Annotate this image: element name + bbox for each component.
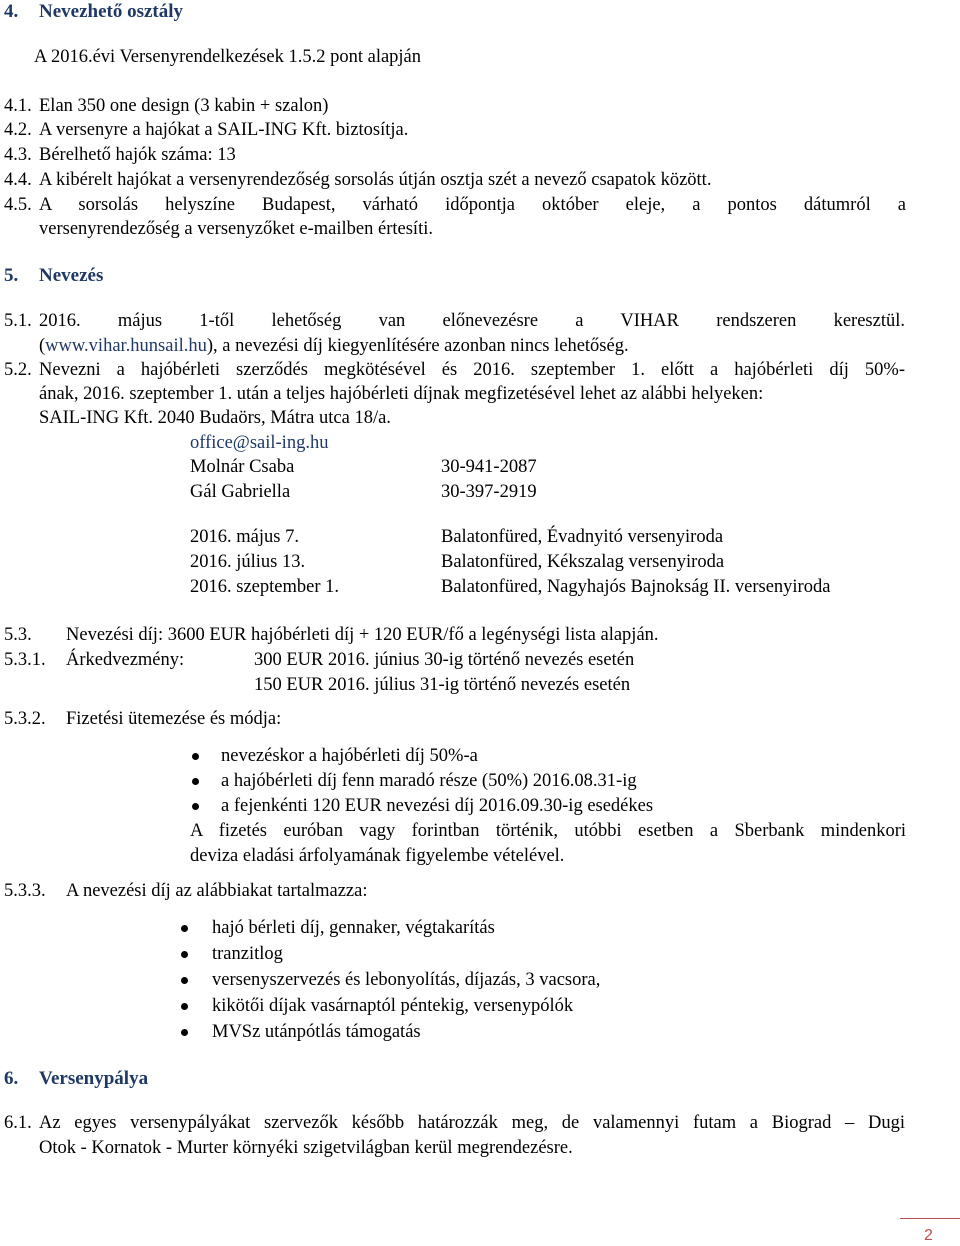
bullet-icon (181, 925, 188, 932)
item-6-1-line1: Az egyes versenypályákat szervezők később határozzák meg, de valamennyi futam a Biograd – Dugi (39, 1113, 905, 1133)
section-5-title: Nevezés (39, 265, 104, 286)
item-5-3-number: 5.3. (4, 625, 32, 645)
paren-open: ( (39, 336, 46, 356)
item-6-1-line2: Otok - Kornatok - Murter környéki szigetvilágban kerül megrendezésre. (39, 1138, 573, 1158)
bullet-icon (192, 753, 199, 760)
payment-bullet-2: a hajóbérleti díj fenn maradó része (50%) 2016.08.31-ig (221, 771, 637, 791)
page-number: 2 (924, 1227, 933, 1244)
item-4-4-text: A kibérelt hajókat a versenyrendezőség sorsolás útján osztja szét a nevező csapatok között. (39, 170, 712, 190)
item-5-3-3-label: A nevezési díj az alábbiakat tartalmazza: (66, 881, 368, 901)
item-4-1-text: Elan 350 one design (3 kabin + szalon) (39, 96, 329, 116)
item-4-2-text: A versenyre a hajókat a SAIL-ING Kft. biztosítja. (39, 120, 409, 140)
item-6-1-number: 6.1. (4, 1113, 32, 1133)
payment-bullet-3: a fejenkénti 120 EUR nevezési díj 2016.09.30-ig esedékes (221, 796, 654, 816)
section-4-title: Nevezhető osztály (39, 1, 184, 22)
section-6-number: 6. (4, 1068, 19, 1089)
payment-note-line2: deviza eladási árfolyamának figyelembe vételével. (190, 846, 565, 866)
bullet-icon (181, 1029, 188, 1036)
office-date-1: 2016. május 7. (190, 527, 299, 547)
office-place-2: Balatonfüred, Kékszalag versenyiroda (441, 552, 725, 572)
section-4-number: 4. (4, 1, 19, 22)
item-4-5-number: 4.5. (4, 195, 32, 215)
office-place-1: Balatonfüred, Évadnyitó versenyiroda (441, 527, 724, 547)
bullet-icon (192, 778, 199, 785)
contact-phone-2: 30-397-2919 (441, 482, 537, 502)
item-4-3-text: Bérelhető hajók száma: 13 (39, 145, 236, 165)
payment-note-line1: A fizetés euróban vagy forintban történik, utóbbi esetben a Sberbank mindenkori (190, 821, 906, 841)
contact-name-2: Gál Gabriella (190, 482, 291, 502)
item-4-4-number: 4.4. (4, 170, 32, 190)
office-date-2: 2016. július 13. (190, 552, 306, 572)
footer-rule (900, 1218, 960, 1219)
item-5-2-line3: SAIL-ING Kft. 2040 Budaörs, Mátra utca 18/a. (39, 408, 391, 428)
item-5-2-number: 5.2. (4, 360, 32, 380)
office-place-3: Balatonfüred, Nagyhajós Bajnokság II. versenyiroda (441, 577, 831, 597)
included-bullet-3: versenyszervezés és lebonyolítás, díjazás, 3 vacsora, (212, 970, 601, 990)
section-4-intro: A 2016.évi Versenyrendelkezések 1.5.2 pont alapján (34, 47, 422, 67)
item-4-5-line1: A sorsolás helyszíne Budapest, várható időpontja október eleje, a pontos dátumról a (39, 195, 906, 215)
item-4-1-number: 4.1. (4, 96, 32, 116)
item-5-1-number: 5.1. (4, 311, 32, 331)
bullet-icon (192, 803, 199, 810)
section-6-title: Versenypálya (39, 1068, 149, 1089)
included-bullet-1: hajó bérleti díj, gennaker, végtakarítás (212, 918, 495, 938)
item-5-1-line1: 2016. május 1-től lehetőség van előnevezésre a VIHAR rendszeren keresztül. (39, 311, 905, 331)
item-5-2-line2: ának, 2016. szeptember 1. után a teljes hajóbérleti díjnak megfizetésével lehet az alábbi helyeken: (39, 384, 764, 404)
item-4-5-line2: versenyrendezőség a versenyzőket e-mailben értesíti. (39, 219, 433, 239)
item-5-3-2-number: 5.3.2. (4, 709, 46, 729)
item-5-1-line2-rest: ), a nevezési díj kiegyenlítésére azonban nincs lehetőség. (206, 336, 629, 356)
payment-bullet-1: nevezéskor a hajóbérleti díj 50%-a (221, 746, 478, 766)
item-5-3-3-number: 5.3.3. (4, 881, 46, 901)
item-4-3-number: 4.3. (4, 145, 32, 165)
item-5-3-1-label: Árkedvezmény: (66, 650, 185, 670)
item-5-3-text: Nevezési díj: 3600 EUR hajóbérleti díj + 120 EUR/fő a legénységi lista alapján. (66, 625, 659, 645)
vihar-link[interactable]: www.vihar.hunsail.hu (45, 336, 207, 356)
email-link[interactable] (190, 434, 328, 453)
contact-name-1: Molnár Csaba (190, 457, 295, 477)
email-link-text[interactable]: office@sail-ing.hu (190, 433, 329, 453)
bullet-icon (181, 1003, 188, 1010)
section-5-number: 5. (4, 265, 19, 286)
item-5-2-line1: Nevezni a hajóbérleti szerződés megkötésével és 2016. szeptember 1. előtt a hajóbérleti díj 50%- (39, 360, 905, 380)
item-5-3-2-label: Fizetési ütemezése és módja: (66, 709, 282, 729)
discount-line-2: 150 EUR 2016. július 31-ig történő nevezés esetén (254, 675, 631, 695)
included-bullet-4: kikötői díjak vasárnaptól péntekig, versenypólók (212, 996, 574, 1016)
item-4-2-number: 4.2. (4, 120, 32, 140)
included-bullet-2: tranzitlog (212, 944, 283, 964)
office-date-3: 2016. szeptember 1. (190, 577, 339, 597)
item-5-3-1-number: 5.3.1. (4, 650, 46, 670)
included-bullet-5: MVSz utánpótlás támogatás (212, 1022, 421, 1042)
bullet-icon (181, 977, 188, 984)
contact-phone-1: 30-941-2087 (441, 457, 537, 477)
item-5-1-line2 (39, 337, 629, 356)
bullet-icon (181, 951, 188, 958)
discount-line-1: 300 EUR 2016. június 30-ig történő nevezés esetén (254, 650, 635, 670)
